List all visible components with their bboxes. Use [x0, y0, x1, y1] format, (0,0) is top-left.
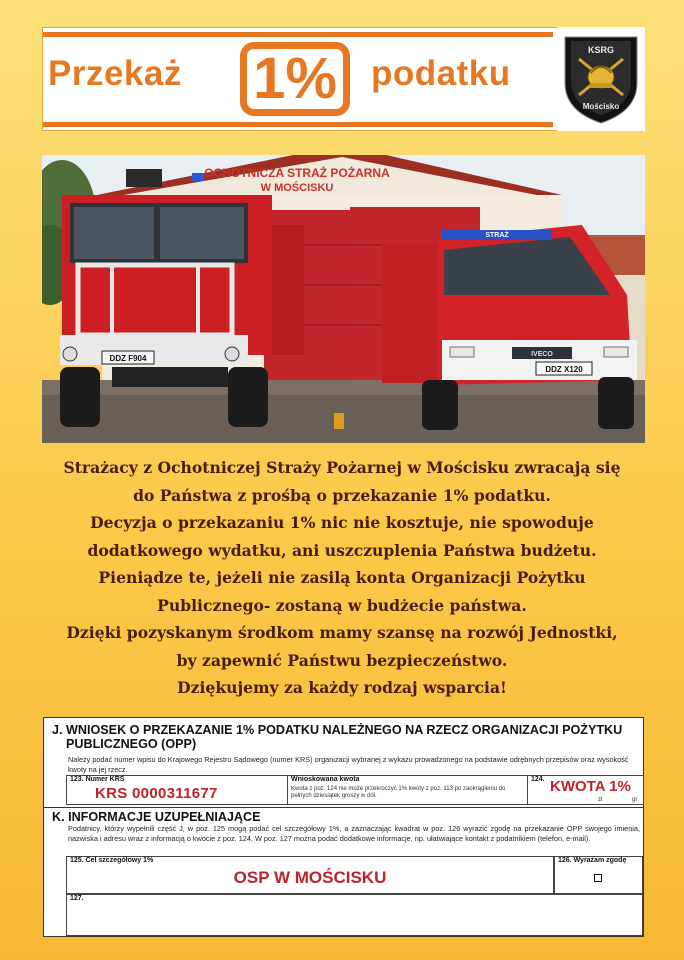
- field-126-label: 126. Wyrażam zgodę: [558, 857, 627, 864]
- building-sign-line2: W MOŚCISKU: [260, 182, 334, 194]
- appeal-line: dodatkowego wydatku, ani uszczuplenia Państwa budżetu.: [87, 540, 597, 560]
- fire-station-photo: [42, 155, 645, 443]
- field-124-label: 124.: [531, 776, 545, 783]
- banner: [42, 27, 644, 131]
- right-truck-roof-text: STRAŻ: [485, 232, 509, 239]
- amount-field[interactable]: [528, 775, 644, 805]
- appeal-line: Dzięki pozyskanym środkom mamy szansę na rozwój Jednostki,: [66, 623, 618, 642]
- appeal-line: Strażacy z Ochotniczej Straży Pożarnej w Mościsku zwracają się: [63, 458, 621, 477]
- consent-checkbox[interactable]: [594, 874, 602, 882]
- field-125-purpose[interactable]: [66, 856, 554, 894]
- right-truck-brand: IVECO: [531, 351, 553, 358]
- amount-label: Wnioskowana kwota: [291, 776, 360, 783]
- appeal-line: Dziękujemy za każdy rodzaj wsparcia!: [177, 678, 507, 697]
- appeal-line: do Państwa z prośbą o przekazanie 1% podatku.: [133, 485, 551, 505]
- gr-label: gr: [632, 797, 638, 803]
- banner-word-left: Przekaż: [48, 54, 182, 93]
- appeal-text: [30, 454, 654, 702]
- percent-badge: [240, 42, 350, 116]
- section-k-note: Podatnicy, którzy wypełnili część J, w poz. 125 mogą podać cel szczegółowy 1%, a zaznaczając kwadrat w poz. 126 wyrazić zgodę na przekazanie OPP swojego imienia, nazwiska i adresu wraz z informacją o kwocie z poz. 124. W poz. 127 można podać dodatkowe informacje, np. ułatwiające kontakt z podatnikiem (telefon, e-mail).: [68, 824, 640, 843]
- appeal-line: Publicznego- zostaną w budżecie państwa.: [157, 595, 527, 615]
- ksrg-logo: [557, 27, 645, 131]
- amount-value: KWOTA 1%: [550, 778, 631, 795]
- appeal-line: Decyzja o przekazaniu 1% nic nie kosztuje, nie spowoduje: [90, 513, 594, 532]
- zl-label: zł: [598, 797, 603, 803]
- ksrg-emblem-icon: [561, 33, 641, 125]
- field-127-additional[interactable]: [66, 894, 643, 936]
- krs-row: [66, 775, 644, 805]
- field-126-consent: [554, 856, 643, 894]
- left-truck-plate: DDZ F904: [109, 354, 147, 363]
- section-j-title: J. WNIOSEK O PRZEKAZANIE 1% PODATKU NALEŻNEGO NA RZECZ ORGANIZACJI POŻYTKU PUBLICZNEGO (OPP): [52, 723, 623, 751]
- right-truck-plate: DDZ X120: [545, 365, 583, 374]
- amount-note: Kwota z poz. 124 nie może przekroczyć 1% kwoty z poz. 113 po zaokrągleniu do pełnych dziesiątek groszy w dół.: [291, 786, 506, 799]
- section-divider: [44, 807, 643, 808]
- amount-description-cell: [288, 775, 528, 805]
- building-sign-line1: OCHOTNICZA STRAŻ POŻARNA: [204, 166, 390, 180]
- krs-value: KRS 0000311677: [95, 785, 218, 802]
- section-j-note: Należy podać numer wpisu do Krajowego Rejestru Sądowego (numer KRS) organizacji wybranej z wykazu prowadzonego na podstawie odrębnych przepisów oraz wysokość kwoty na jej rzecz.: [68, 755, 629, 774]
- percent-text: 1%: [253, 46, 337, 111]
- appeal-line: by zapewnić Państwu bezpieczeństwo.: [176, 650, 508, 670]
- logo-bottom-text: Mościsko: [582, 102, 620, 111]
- logo-top-text: KSRG: [587, 45, 615, 55]
- banner-word-right: podatku: [371, 54, 511, 93]
- field-125-label: 125. Cel szczegółowy 1%: [70, 857, 154, 864]
- banner-top-stripe: [43, 32, 553, 37]
- pit-form-excerpt: [43, 717, 644, 937]
- section-k-title: K. INFORMACJE UZUPEŁNIAJĄCE: [52, 810, 261, 824]
- field-125-value: OSP W MOŚCISKU: [233, 868, 387, 887]
- banner-bottom-stripe: [43, 122, 553, 127]
- krs-label: 123. Numer KRS: [70, 776, 125, 783]
- krs-field[interactable]: [66, 775, 288, 805]
- appeal-line: Pieniądze te, jeżeli nie zasilą konta Organizacji Pożytku: [98, 568, 586, 587]
- field-127-label: 127.: [70, 895, 84, 902]
